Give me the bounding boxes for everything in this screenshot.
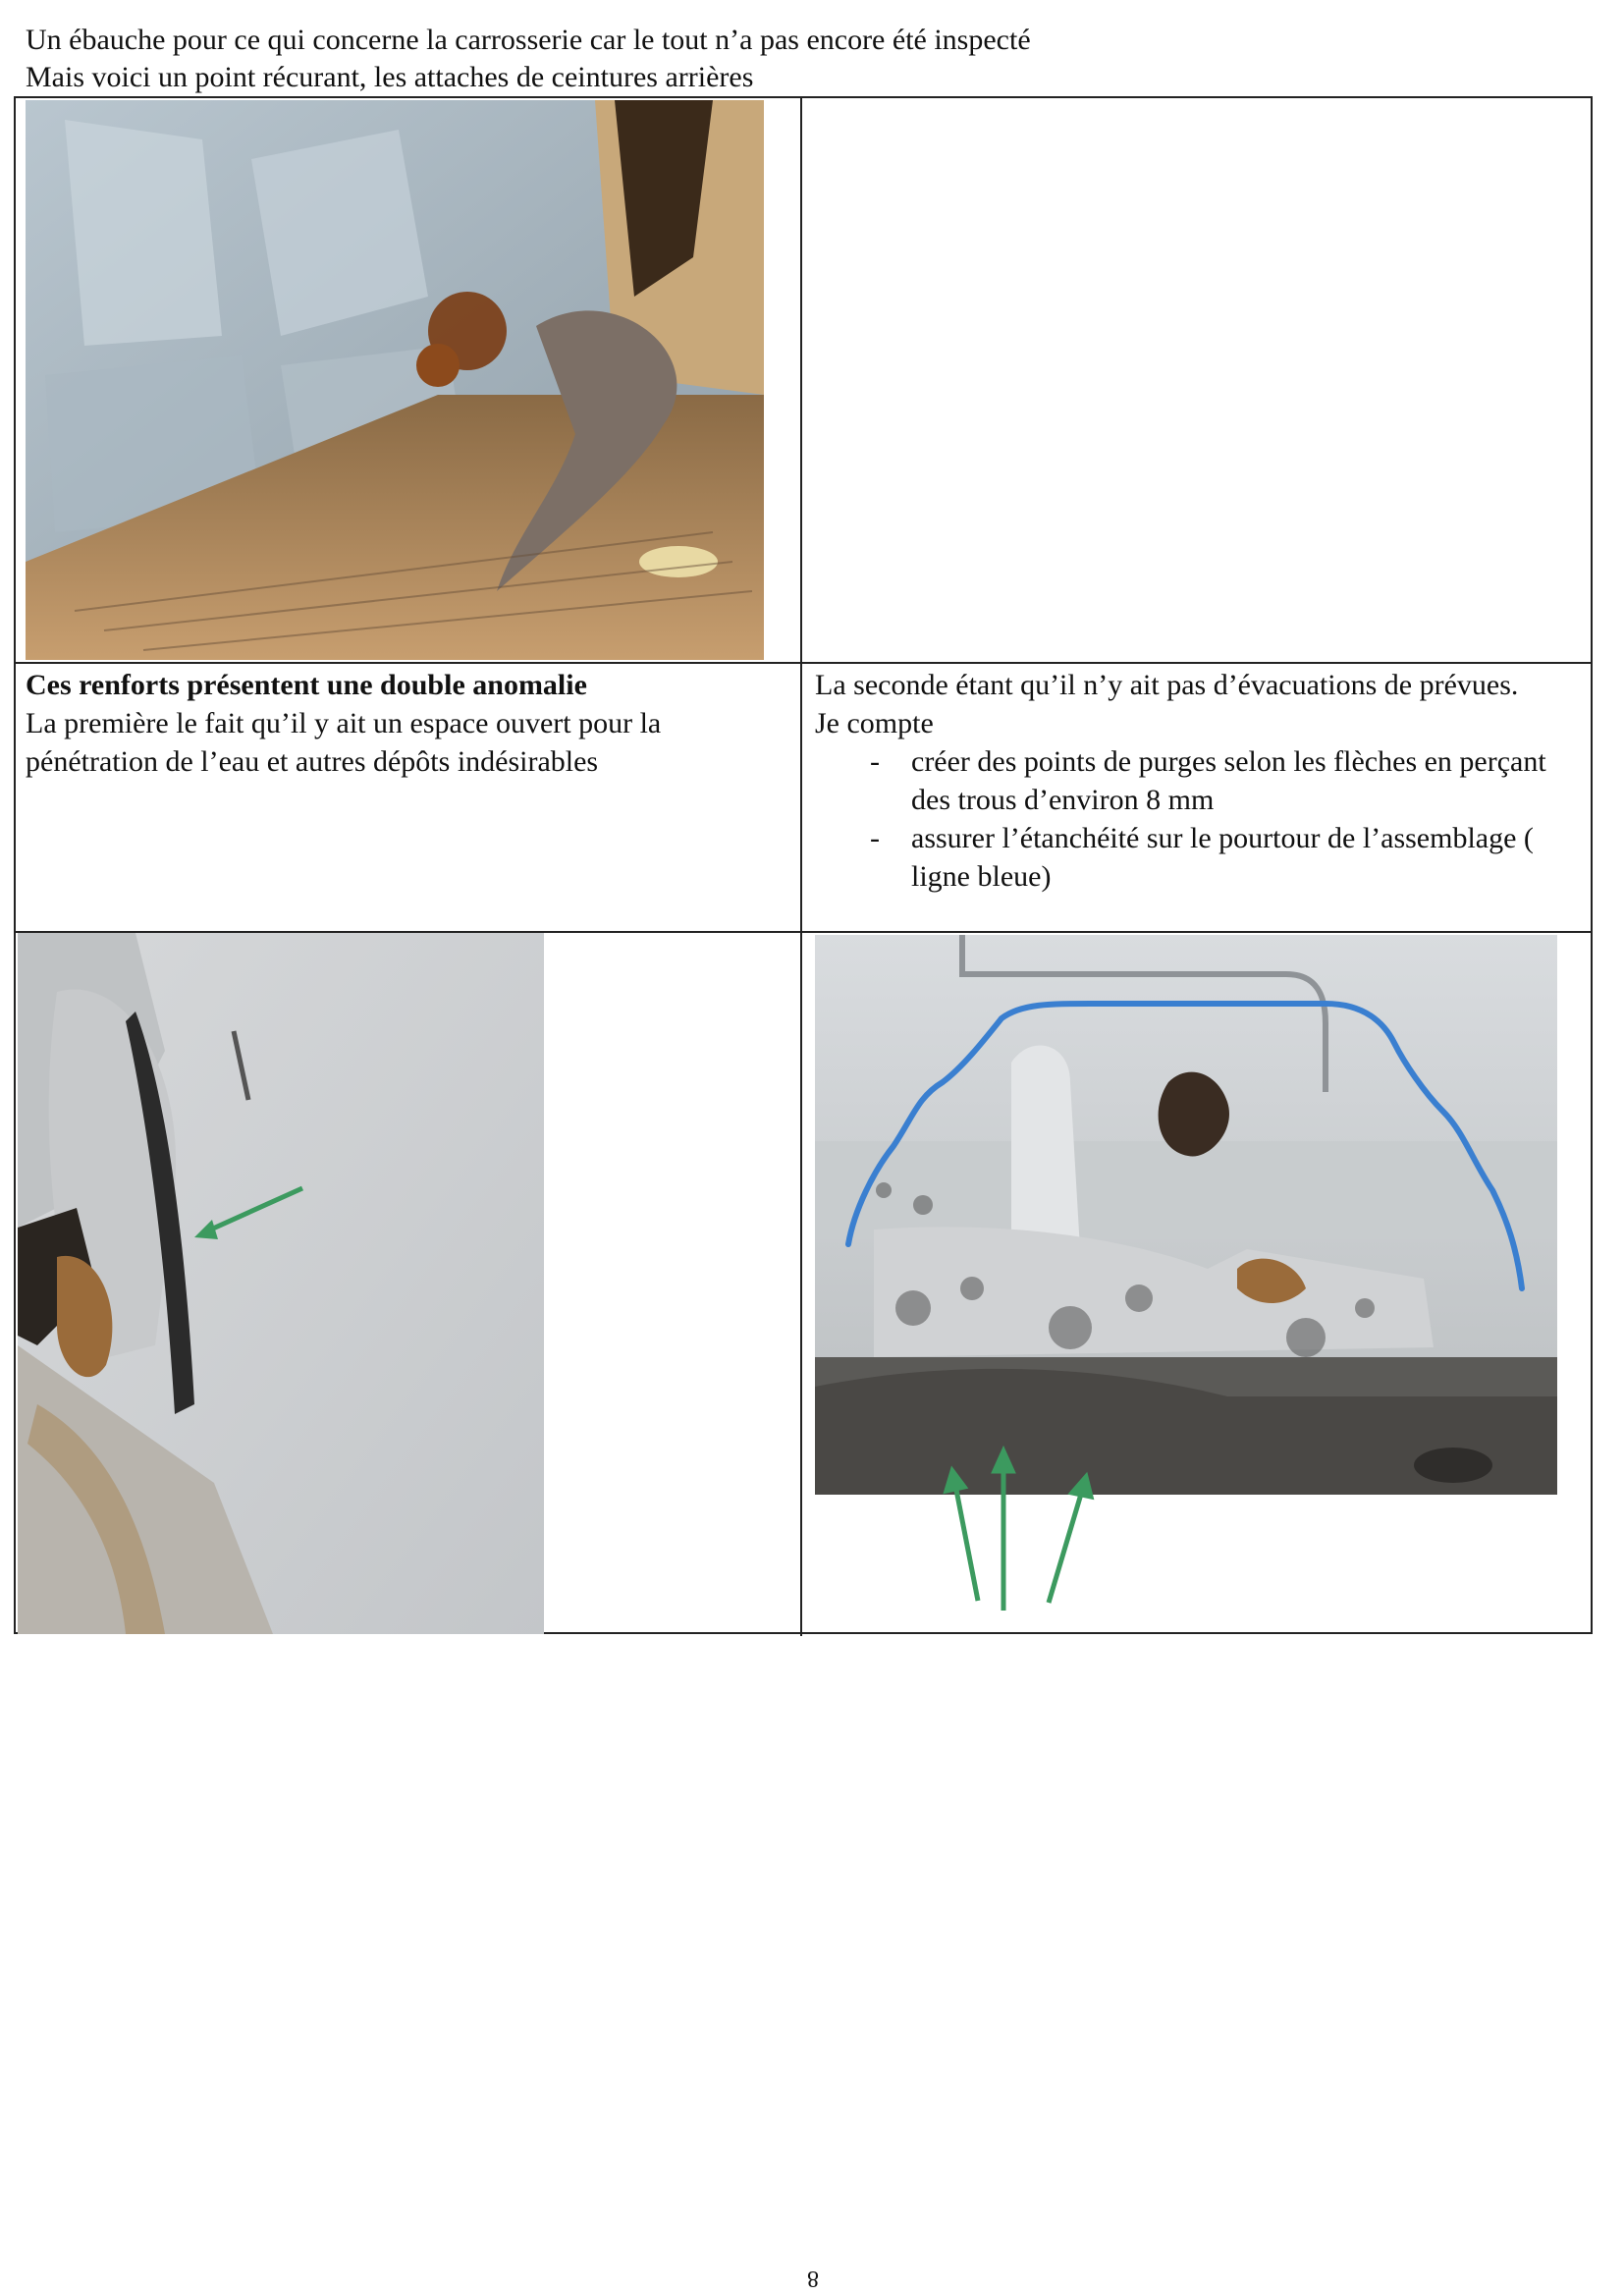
intro-line-2: Mais voici un point récurant, les attaches de ceintures arrières <box>26 61 754 93</box>
left-description <box>26 666 791 929</box>
photo-reinforcement-arrow <box>18 933 544 1634</box>
intro-line-1: Un ébauche pour ce qui concerne la carrosserie car le tout n’a pas encore été inspecté <box>26 24 1031 56</box>
column-divider <box>800 98 802 1636</box>
green-arrow <box>1049 1491 1082 1603</box>
right-line-2: Je compte <box>815 707 934 739</box>
action-list <box>815 742 1581 896</box>
row-divider-1 <box>16 662 1591 664</box>
photo-table <box>14 96 1593 1634</box>
green-arrows <box>815 935 1557 1632</box>
right-description <box>815 666 1581 929</box>
left-heading: Ces renforts présentent une double anomalie <box>26 669 587 701</box>
action-item: - créer des points de purges selon les flèches en perçant des trous d’environ 8 mm <box>815 742 1581 819</box>
right-line-1: La seconde étant qu’il n’y ait pas d’évacuations de prévues. <box>815 669 1519 701</box>
page-number: 8 <box>807 2266 819 2291</box>
green-arrow <box>955 1485 978 1601</box>
left-body: La première le fait qu’il y ait un espace ouvert pour la pénétration de l’eau et autres dépôts indésirables <box>26 707 662 778</box>
photo-rear-floor-rust <box>26 100 764 660</box>
action-item: - assurer l’étanchéité sur le pourtour de l’assemblage ( ligne bleue) <box>815 819 1581 896</box>
intro-text <box>26 22 1031 96</box>
